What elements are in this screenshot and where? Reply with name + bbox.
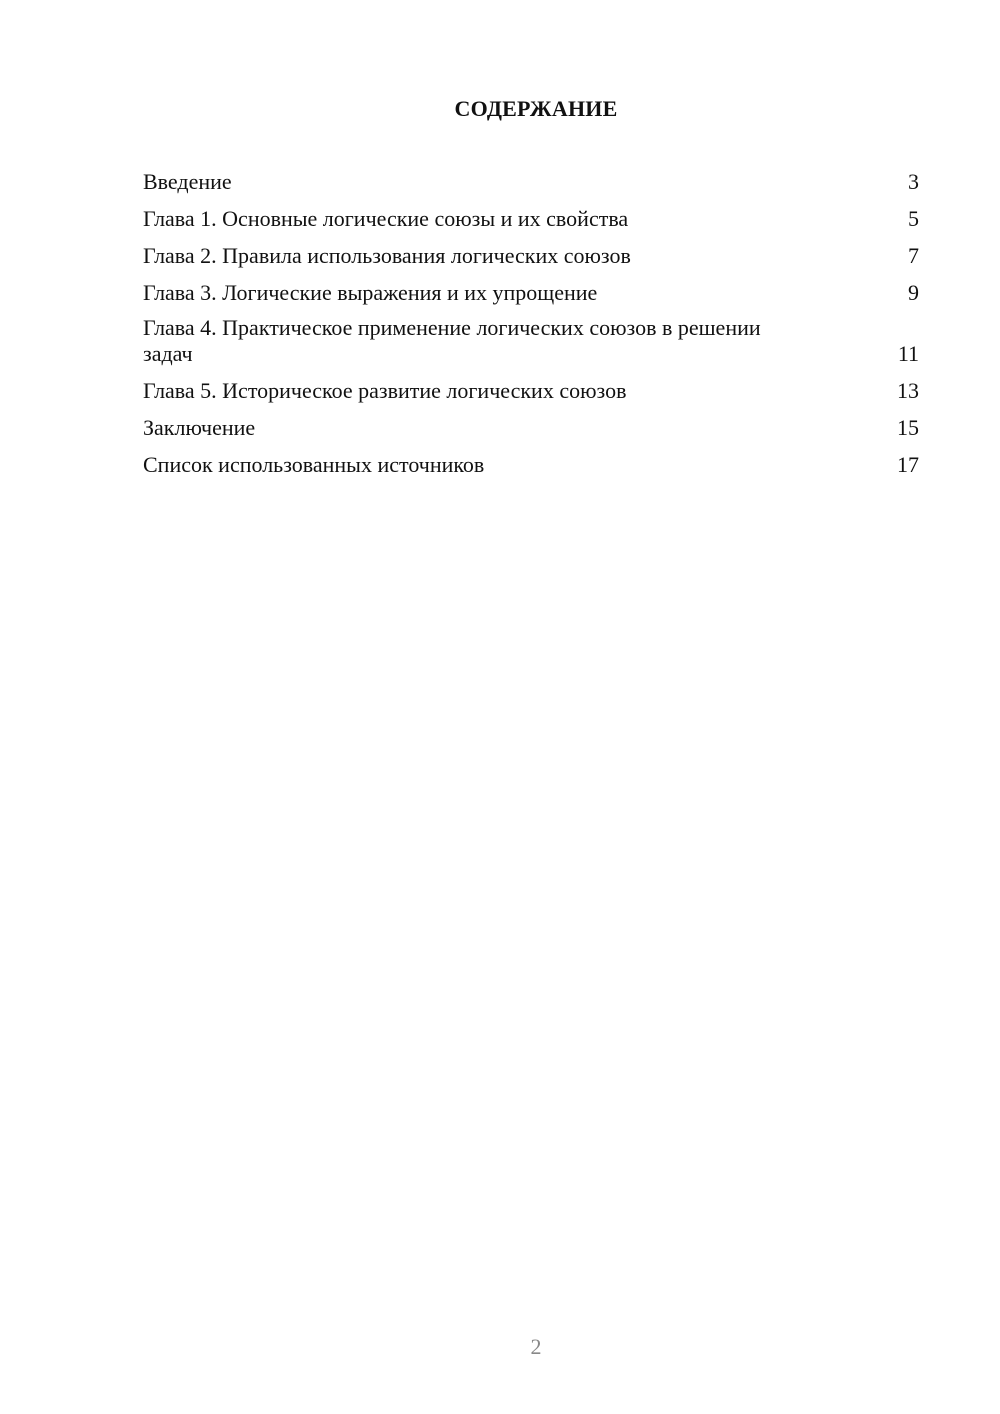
toc-entry-page: 9	[908, 280, 919, 305]
toc-entry-label: Глава 1. Основные логические союзы и их свойства	[143, 206, 629, 231]
toc-entry-label: Глава 3. Логические выражения и их упрощение	[143, 280, 598, 305]
page-number: 2	[530, 1334, 542, 1359]
toc-entry-chapter-4	[143, 315, 919, 367]
toc-entry-page: 7	[908, 243, 919, 268]
toc-entry-label: Список использованных источников	[143, 452, 485, 477]
toc-entry-page: 13	[897, 378, 919, 403]
table-of-contents	[143, 169, 919, 489]
toc-entry-chapter-5	[143, 378, 919, 404]
toc-entry-chapter-2	[143, 243, 919, 269]
page-title: СОДЕРЖАНИЕ	[454, 96, 618, 121]
toc-entry-label: Заключение	[143, 415, 256, 440]
toc-entry-label: Глава 4. Практическое применение логических союзов в решении задач	[143, 315, 761, 366]
toc-entry-page: 15	[897, 415, 919, 440]
toc-entry-chapter-1	[143, 206, 919, 232]
toc-entry-chapter-3	[143, 280, 919, 306]
toc-entry-references	[143, 452, 919, 478]
toc-entry-page: 17	[897, 452, 919, 477]
toc-entry-introduction	[143, 169, 919, 195]
toc-entry-conclusion	[143, 415, 919, 441]
toc-entry-page: 11	[897, 341, 919, 366]
toc-entry-label: Глава 5. Историческое развитие логических союзов	[143, 378, 627, 403]
toc-entry-page: 3	[908, 169, 919, 194]
toc-entry-page: 5	[908, 206, 919, 231]
toc-entry-label: Глава 2. Правила использования логических союзов	[143, 243, 631, 268]
toc-entry-label: Введение	[143, 169, 232, 194]
